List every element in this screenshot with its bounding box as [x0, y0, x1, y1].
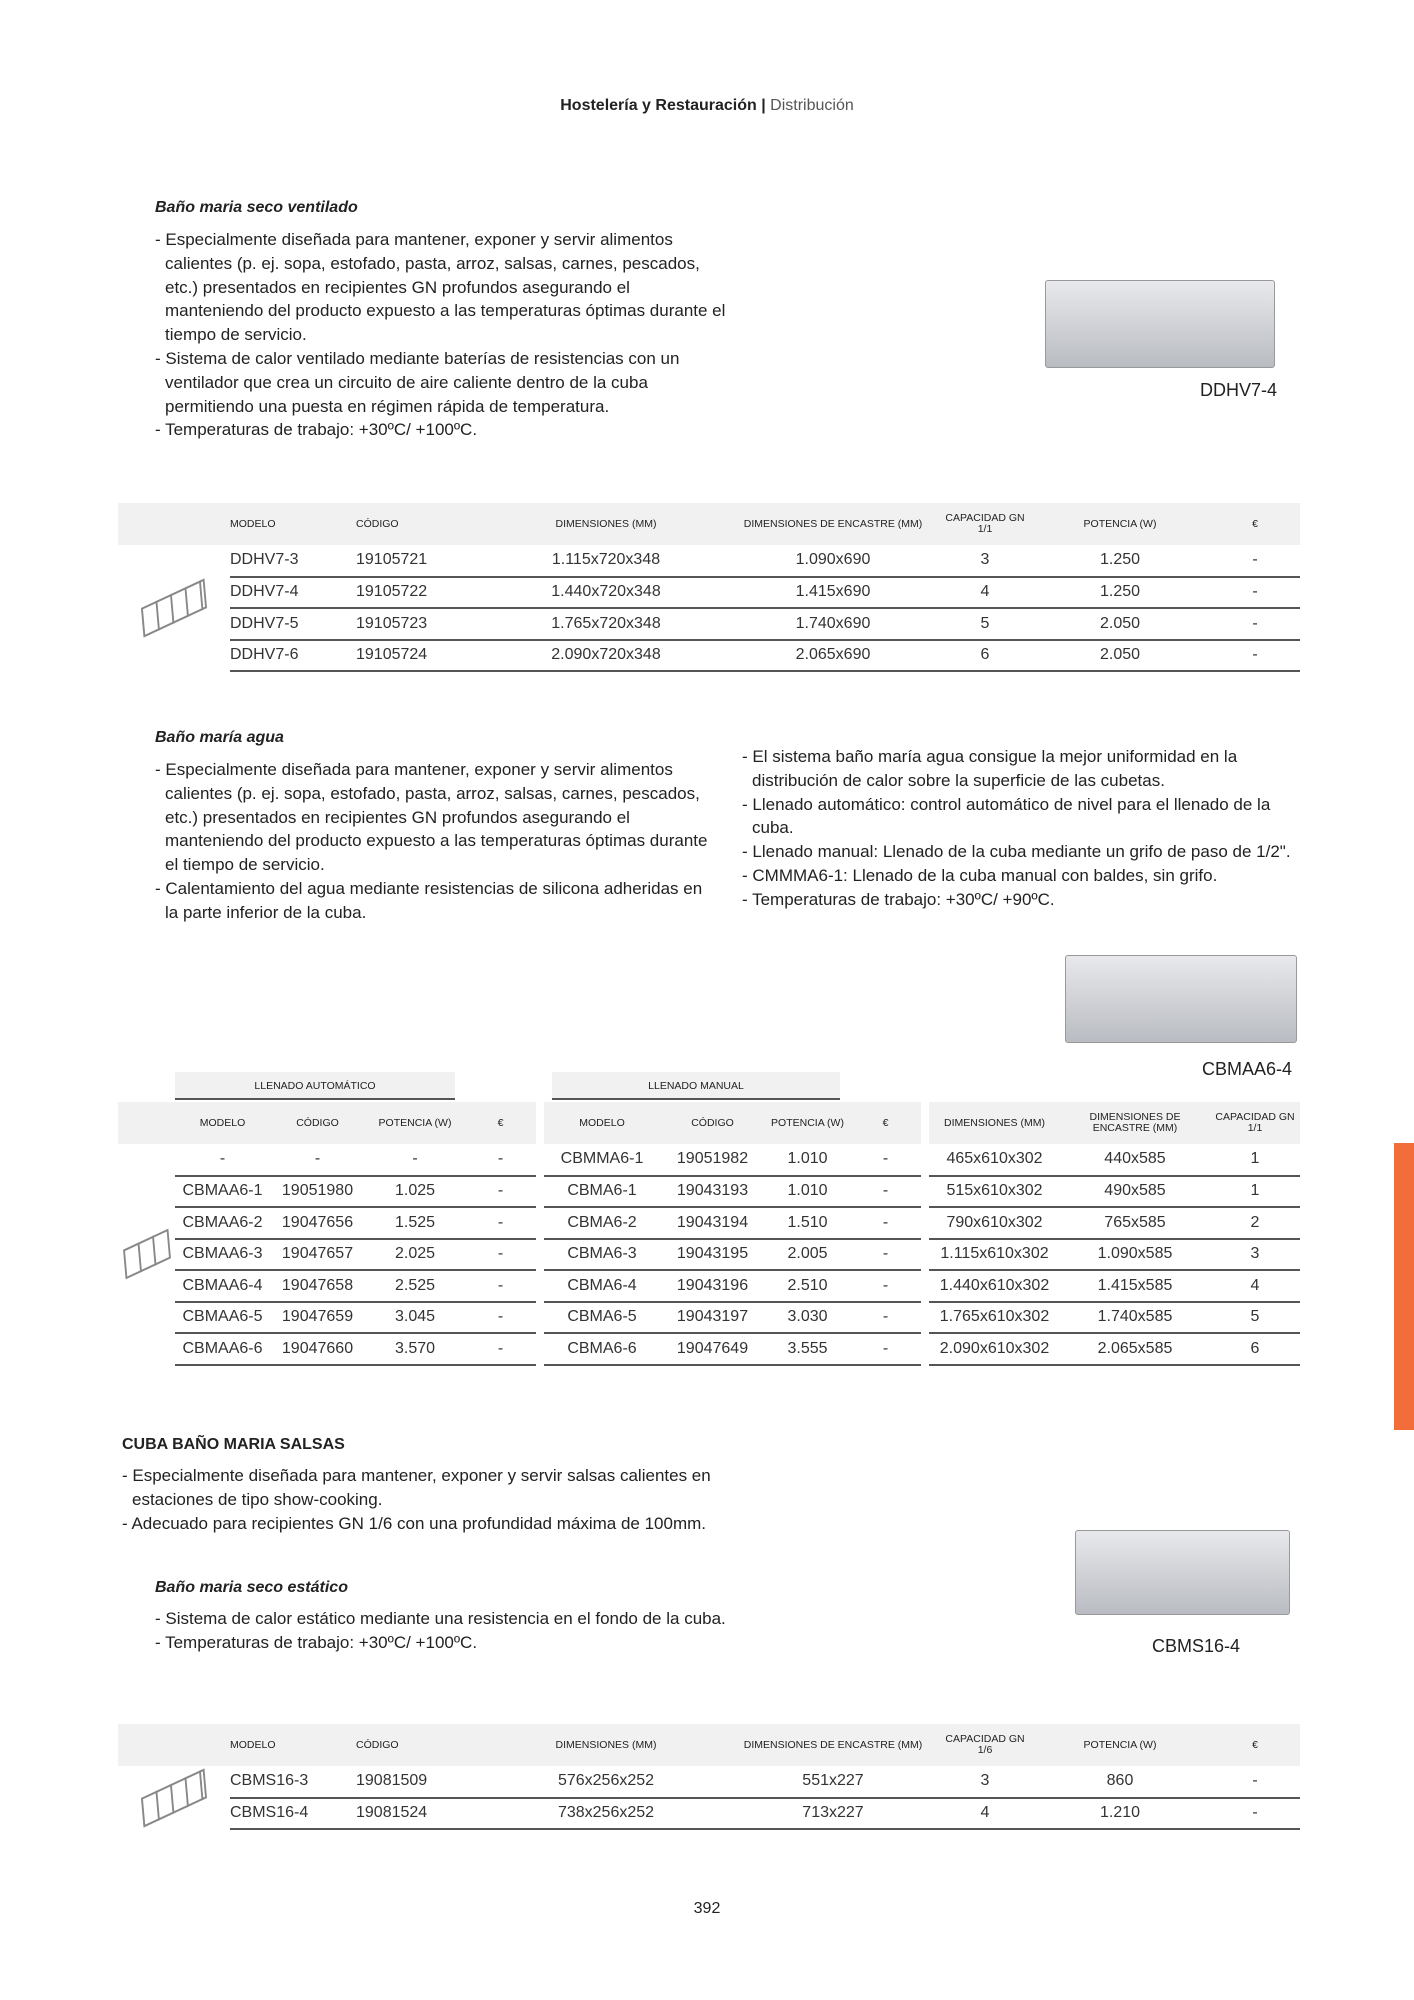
- table-cell: 1.250: [1030, 577, 1210, 609]
- col-header: DIMENSIONES DE ENCASTRE (MM): [1060, 1102, 1210, 1144]
- table-cell: 1.090x585: [1060, 1239, 1210, 1271]
- table-cell: 19047658: [270, 1270, 365, 1302]
- table-cell: 19051982: [660, 1144, 765, 1176]
- section-title: Baño maría agua: [155, 729, 284, 746]
- table-cell: 1.765x610x302: [925, 1302, 1060, 1334]
- table-cell: DDHV7-3: [230, 545, 356, 577]
- desc-line: - Temperaturas de trabajo: +30ºC/ +90ºC.: [742, 889, 1055, 909]
- table-cell: 1.025: [365, 1176, 465, 1208]
- table-cell: 4: [1210, 1270, 1300, 1302]
- table-cell: 2.065x585: [1060, 1333, 1210, 1365]
- col-header: POTENCIA (W): [1030, 1724, 1210, 1766]
- table-cell: 3.570: [365, 1333, 465, 1365]
- table-cell: CBMA6-2: [540, 1207, 660, 1239]
- section-description-left: [155, 758, 715, 925]
- table-cell: 5: [1210, 1302, 1300, 1334]
- table-cell: -: [1210, 545, 1300, 577]
- table-row: [118, 1207, 1300, 1239]
- col-header: DIMENSIONES (MM): [486, 503, 726, 545]
- product-table: [118, 503, 1300, 672]
- table-cell: 790x610x302: [925, 1207, 1060, 1239]
- desc-line: - Sistema de calor ventilado mediante baterías de resistencias con un ventilador que crea un circuito de aire caliente dentro de la cuba permitiendo una puesta en régimen rápida de temperatura.: [155, 348, 680, 416]
- table-cell: 6: [1210, 1333, 1300, 1365]
- table-cell: 19043194: [660, 1207, 765, 1239]
- product-image: [1065, 955, 1297, 1043]
- col-header: CÓDIGO: [356, 1724, 486, 1766]
- product-thumbnail: [118, 545, 230, 671]
- table-cell: 1.090x690: [726, 545, 940, 577]
- col-header: DIMENSIONES (MM): [925, 1102, 1060, 1144]
- product-thumbnail-icon: [141, 1768, 207, 1827]
- table-cell: -: [850, 1270, 925, 1302]
- col-header: CAPACIDAD GN 1/1: [1210, 1102, 1300, 1144]
- table-cell: -: [850, 1207, 925, 1239]
- table-cell: 2.050: [1030, 640, 1210, 672]
- table-cell: 1.415x585: [1060, 1270, 1210, 1302]
- table-cell: -: [850, 1239, 925, 1271]
- col-header: DIMENSIONES (MM): [486, 1724, 726, 1766]
- table-cell: 5: [940, 608, 1030, 640]
- image-caption: DDHV7-4: [1200, 380, 1278, 400]
- table-cell: 19047659: [270, 1302, 365, 1334]
- table-cell: 465x610x302: [925, 1144, 1060, 1176]
- table-cell: -: [850, 1302, 925, 1334]
- section-title: Baño maria seco estático: [155, 1579, 348, 1596]
- table-row: [118, 577, 1300, 609]
- table-cell: 2: [1210, 1207, 1300, 1239]
- col-header: CÓDIGO: [356, 503, 486, 545]
- table-cell: CBMA6-3: [540, 1239, 660, 1271]
- table-cell: 19043195: [660, 1239, 765, 1271]
- table-cell: -: [465, 1144, 540, 1176]
- table-cell: CBMS16-4: [230, 1798, 356, 1830]
- table-cell: 490x585: [1060, 1176, 1210, 1208]
- section-description: [122, 1464, 742, 1535]
- table-cell: 19043196: [660, 1270, 765, 1302]
- table-cell: 1.440x720x348: [486, 577, 726, 609]
- table-row: [118, 1302, 1300, 1334]
- table-cell: 19047656: [270, 1207, 365, 1239]
- desc-line: - Especialmente diseñada para mantener, exponer y servir alimentos calientes (p. ej. sopa, estofado, pasta, arroz, salsas, carnes, pescados, etc.) presentados en recipientes GN profundos asegurando el manteniendo del producto expuesto a las temperaturas óptimas durante el tiempo de servicio.: [155, 760, 708, 875]
- table-row: [118, 1333, 1300, 1365]
- product-thumbnail-icon: [123, 1229, 171, 1280]
- table-cell: 3.045: [365, 1302, 465, 1334]
- table-cell: 4: [940, 1798, 1030, 1830]
- table-cell: CBMA6-5: [540, 1302, 660, 1334]
- table-cell: 19105721: [356, 545, 486, 577]
- table-cell: 3: [1210, 1239, 1300, 1271]
- group-label-manual: LLENADO MANUAL: [552, 1072, 840, 1100]
- desc-line: - Adecuado para recipientes GN 1/6 con una profundidad máxima de 100mm.: [122, 1513, 707, 1533]
- product-image: [1045, 280, 1275, 368]
- table-cell: 19105723: [356, 608, 486, 640]
- product-table-water: [118, 1102, 1300, 1366]
- desc-line: - Sistema de calor estático mediante una resistencia en el fondo de la cuba.: [155, 1609, 726, 1628]
- image-caption: CBMAA6-4: [1202, 1059, 1293, 1079]
- table-cell: CBMAA6-5: [175, 1302, 270, 1334]
- table-cell: 1.115x720x348: [486, 545, 726, 577]
- section-description: [155, 1607, 795, 1655]
- table-cell: -: [1210, 577, 1300, 609]
- col-header: MODELO: [230, 1724, 356, 1766]
- table-cell: CBMMA6-1: [540, 1144, 660, 1176]
- table-cell: CBMAA6-2: [175, 1207, 270, 1239]
- table-row: [118, 1270, 1300, 1302]
- table-row: [118, 1176, 1300, 1208]
- desc-line: - Llenado manual: Llenado de la cuba mediante un grifo de paso de 1/2".: [742, 842, 1291, 862]
- table-cell: 1.115x610x302: [925, 1239, 1060, 1271]
- page-number: 392: [693, 1900, 721, 1917]
- table-cell: 19043197: [660, 1302, 765, 1334]
- desc-line: - Llenado automático: control automático de nivel para el llenado de la cuba.: [742, 794, 1271, 838]
- col-header: DIMENSIONES DE ENCASTRE (MM): [726, 1724, 940, 1766]
- col-header: POTENCIA (W): [765, 1102, 850, 1144]
- group-label-auto: LLENADO AUTOMÁTICO: [175, 1072, 455, 1100]
- col-header: CÓDIGO: [270, 1102, 365, 1144]
- table-cell: -: [1210, 640, 1300, 672]
- desc-line: - Calentamiento del agua mediante resistencias de silicona adheridas en la parte inferior de la cuba.: [155, 878, 703, 922]
- image-caption: CBMS16-4: [1152, 1636, 1241, 1656]
- table-cell: 1.210: [1030, 1798, 1210, 1830]
- table-cell: CBMA6-4: [540, 1270, 660, 1302]
- table-cell: 2.025: [365, 1239, 465, 1271]
- table-cell: 19043193: [660, 1176, 765, 1208]
- table-cell: 3.030: [765, 1302, 850, 1334]
- table-cell: 19051980: [270, 1176, 365, 1208]
- page-header: [0, 97, 1414, 115]
- table-cell: CBMAA6-1: [175, 1176, 270, 1208]
- table-cell: 1: [1210, 1144, 1300, 1176]
- col-header: CAPACIDAD GN 1/1: [940, 503, 1030, 545]
- col-header: €: [850, 1102, 925, 1144]
- table-cell: DDHV7-5: [230, 608, 356, 640]
- table-cell: -: [465, 1333, 540, 1365]
- header-separator: |: [761, 97, 766, 114]
- table-cell: -: [175, 1144, 270, 1176]
- table-row: [118, 1798, 1300, 1830]
- table-row: [118, 1144, 1300, 1176]
- table-cell: -: [1210, 1798, 1300, 1830]
- table-cell: 2.090x610x302: [925, 1333, 1060, 1365]
- table-cell: 515x610x302: [925, 1176, 1060, 1208]
- col-header: CAPACIDAD GN 1/6: [940, 1724, 1030, 1766]
- table-cell: 576x256x252: [486, 1766, 726, 1798]
- table-cell: 1: [1210, 1176, 1300, 1208]
- table-cell: CBMA6-6: [540, 1333, 660, 1365]
- desc-line: - Temperaturas de trabajo: +30ºC/ +100ºC.: [155, 1632, 478, 1652]
- table-cell: -: [465, 1302, 540, 1334]
- table-cell: 2.510: [765, 1270, 850, 1302]
- section-description: [155, 228, 730, 442]
- product-image: [1075, 1530, 1290, 1615]
- table-cell: 738x256x252: [486, 1798, 726, 1830]
- product-table-sauces: [118, 1724, 1300, 1830]
- table-cell: DDHV7-6: [230, 640, 356, 672]
- table-cell: 2.005: [765, 1239, 850, 1271]
- table-cell: CBMS16-3: [230, 1766, 356, 1798]
- desc-line: - Especialmente diseñada para mantener, exponer y servir salsas calientes en estaciones de tipo show-cooking.: [122, 1466, 711, 1509]
- table-row: [118, 1239, 1300, 1271]
- table-row: [118, 1766, 1300, 1798]
- table-cell: -: [850, 1333, 925, 1365]
- section-title: Baño maria seco ventilado: [155, 199, 358, 216]
- table-cell: 440x585: [1060, 1144, 1210, 1176]
- table-row: [118, 545, 1300, 577]
- table-row: [118, 640, 1300, 672]
- table-cell: 2.090x720x348: [486, 640, 726, 672]
- col-header: POTENCIA (W): [1030, 503, 1210, 545]
- table-cell: CBMAA6-3: [175, 1239, 270, 1271]
- table-cell: 713x227: [726, 1798, 940, 1830]
- table-cell: 2.525: [365, 1270, 465, 1302]
- table-cell: -: [465, 1239, 540, 1271]
- desc-line: - Especialmente diseñada para mantener, exponer y servir alimentos calientes (p. ej. sopa, estofado, pasta, arroz, salsas, carnes, pescados, etc.) presentados en recipientes GN profundos asegurando el manteniendo del producto expuesto a las temperaturas óptimas durante el tiempo de servicio.: [155, 230, 726, 345]
- col-header: €: [1210, 503, 1300, 545]
- section-tab-marker: [1394, 1143, 1414, 1430]
- table-row: [118, 608, 1300, 640]
- col-header: €: [1210, 1724, 1300, 1766]
- table-cell: 1.740x585: [1060, 1302, 1210, 1334]
- table-cell: -: [1210, 1766, 1300, 1798]
- table-cell: 3: [940, 1766, 1030, 1798]
- table-cell: -: [850, 1176, 925, 1208]
- table-cell: -: [465, 1270, 540, 1302]
- section-heading: CUBA BAÑO MARIA SALSAS: [122, 1436, 345, 1453]
- table-cell: 19081524: [356, 1798, 486, 1830]
- table-cell: 1.010: [765, 1176, 850, 1208]
- table-cell: -: [465, 1207, 540, 1239]
- product-thumbnail: [118, 1766, 230, 1829]
- section-description-right: [742, 745, 1297, 912]
- table-cell: 19081509: [356, 1766, 486, 1798]
- table-cell: 1.525: [365, 1207, 465, 1239]
- table-cell: 1.415x690: [726, 577, 940, 609]
- table-cell: -: [850, 1144, 925, 1176]
- table-cell: 19047657: [270, 1239, 365, 1271]
- col-header: [118, 1102, 175, 1144]
- col-header: POTENCIA (W): [365, 1102, 465, 1144]
- product-thumbnail: [118, 1144, 175, 1365]
- table-cell: 19105724: [356, 640, 486, 672]
- table-cell: 3.555: [765, 1333, 850, 1365]
- col-header: CÓDIGO: [660, 1102, 765, 1144]
- table-cell: 2.065x690: [726, 640, 940, 672]
- table-cell: -: [1210, 608, 1300, 640]
- table-cell: 1.010: [765, 1144, 850, 1176]
- table-cell: 1.440x610x302: [925, 1270, 1060, 1302]
- table-cell: 19105722: [356, 577, 486, 609]
- table-cell: -: [365, 1144, 465, 1176]
- desc-line: - Temperaturas de trabajo: +30ºC/ +100ºC.: [155, 420, 478, 440]
- product-thumbnail-icon: [141, 578, 207, 637]
- table-cell: 551x227: [726, 1766, 940, 1798]
- table-cell: 19047649: [660, 1333, 765, 1365]
- table-cell: DDHV7-4: [230, 577, 356, 609]
- header-subsection: Distribución: [770, 97, 854, 114]
- header-section: Hostelería y Restauración: [560, 97, 757, 114]
- table-cell: 3: [940, 545, 1030, 577]
- table-cell: 1.250: [1030, 545, 1210, 577]
- table-cell: 1.765x720x348: [486, 608, 726, 640]
- table-cell: 1.510: [765, 1207, 850, 1239]
- desc-line: - El sistema baño maría agua consigue la mejor uniformidad en la distribución de calor sobre la superficie de las cubetas.: [742, 747, 1238, 790]
- table-cell: CBMAA6-6: [175, 1333, 270, 1365]
- col-header: MODELO: [540, 1102, 660, 1144]
- table-cell: 860: [1030, 1766, 1210, 1798]
- table-cell: -: [465, 1176, 540, 1208]
- col-header: MODELO: [175, 1102, 270, 1144]
- col-header: MODELO: [230, 503, 356, 545]
- table-cell: 765x585: [1060, 1207, 1210, 1239]
- table-cell: 1.740x690: [726, 608, 940, 640]
- table-cell: 6: [940, 640, 1030, 672]
- table-cell: 4: [940, 577, 1030, 609]
- table-cell: -: [270, 1144, 365, 1176]
- table-cell: CBMA6-1: [540, 1176, 660, 1208]
- table-cell: 19047660: [270, 1333, 365, 1365]
- table-cell: 2.050: [1030, 608, 1210, 640]
- col-header: €: [465, 1102, 540, 1144]
- desc-line: - CMMMA6-1: Llenado de la cuba manual con baldes, sin grifo.: [742, 865, 1218, 885]
- col-header: DIMENSIONES DE ENCASTRE (MM): [726, 503, 940, 545]
- table-cell: CBMAA6-4: [175, 1270, 270, 1302]
